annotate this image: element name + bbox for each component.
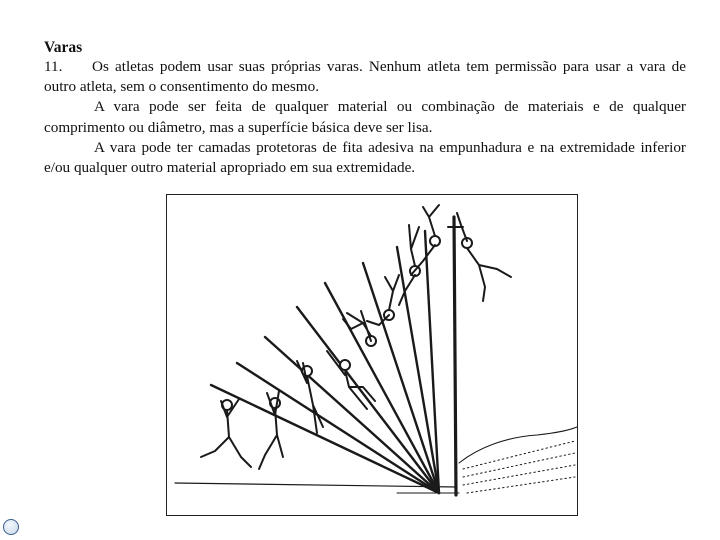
athlete-figures xyxy=(201,205,511,469)
pole-vault-drawing xyxy=(167,195,579,517)
upright-standard xyxy=(454,217,456,495)
landing-pit-dots xyxy=(463,441,575,493)
rule-paragraph-1-text: Os atletas podem usar suas próprias varas. Nenhum atleta tem permissão para usar a vara de outro atleta, sem o consentimento do mesmo. xyxy=(44,58,686,96)
slide-nav-button[interactable] xyxy=(3,519,19,535)
rule-number: 11. xyxy=(44,58,63,75)
rule-paragraph-3: A vara pode ter camadas protetoras de fita adesiva na empunhadura e na extremidade inferior e/ou qualquer outro material apropriado em sua extremidade. xyxy=(44,138,686,177)
runway-ground-line xyxy=(175,483,457,487)
section-title: Varas xyxy=(44,39,83,56)
pole-sequence xyxy=(211,231,439,493)
pole-vault-illustration xyxy=(166,194,578,516)
rule-paragraph-1 xyxy=(44,57,686,97)
rule-paragraph-2: A vara pode ser feita de qualquer material ou combinação de materiais e de qualquer comprimento ou diâmetro, mas a superfície básica deve ser lisa. xyxy=(44,98,686,136)
document-body xyxy=(44,38,686,178)
